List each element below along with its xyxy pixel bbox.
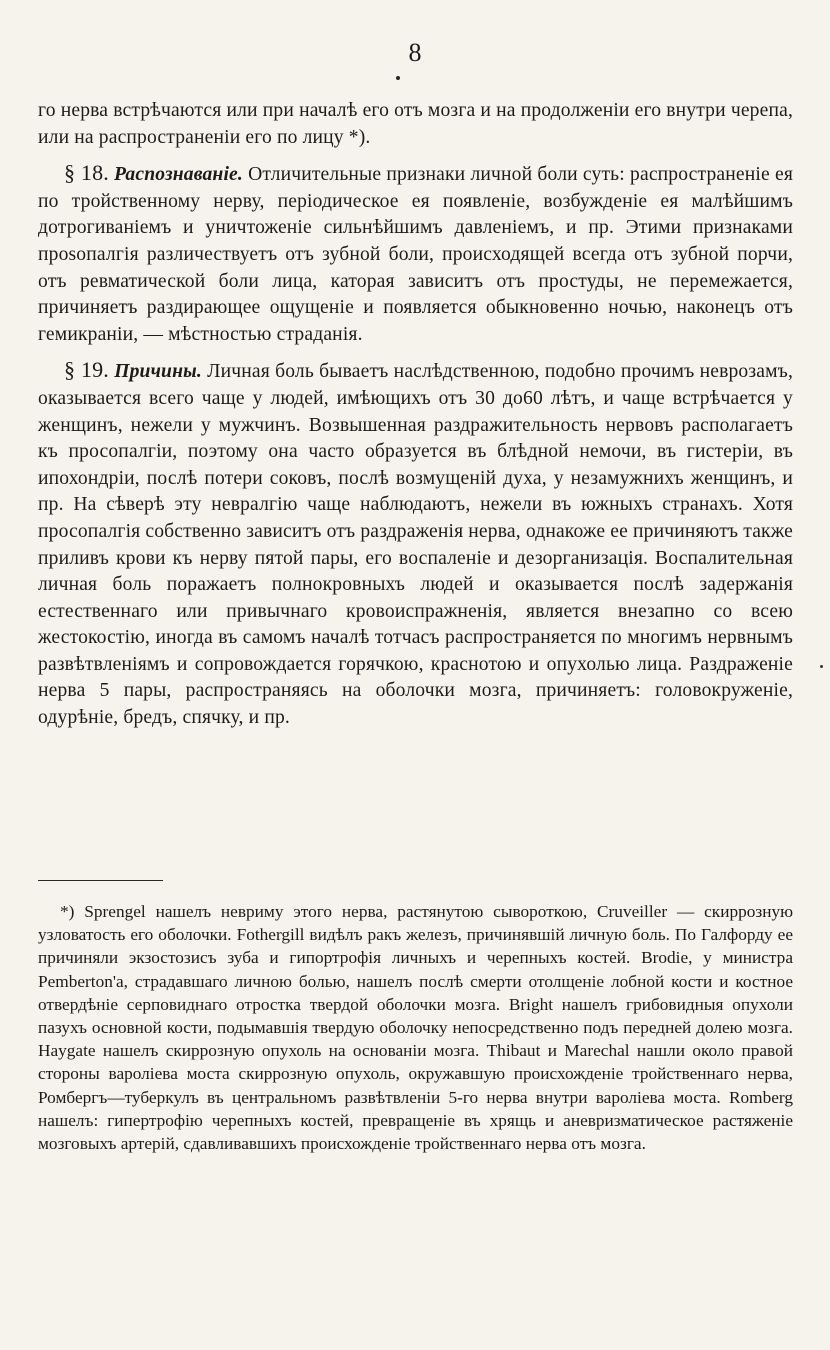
main-text	[38, 98, 793, 732]
paragraph-continuation: го нерва встрѣчаются или при началѣ его отъ мозга и на продолженіи его внутри черепа, или на распространеніи его по лицу *).	[38, 100, 793, 148]
section-title: Распознаваніе.	[114, 164, 243, 186]
section-text: Отличительные признаки личной боли суть: распространеніе ея по тройственному нерву, періодическое ея появленіе, возбужденіе ея малѣйшимъ дотрогиваніемъ и уничтоженіе сильнѣйшимъ давленіемъ, и пр. Этими признаками прosопалгія различествуетъ отъ зубной боли, происходящей всегда отъ зубной порчи, отъ ревматической боли лица, каторая зависитъ отъ простуды, не перемежается, причиняетъ раздирающее ощущеніе и появляется обыкновенно ночью, наконецъ отъ гемикраніи, — мѣстностью страданія.	[38, 164, 794, 345]
paragraph-section-19	[38, 357, 793, 731]
section-number: § 18.	[64, 160, 109, 186]
section-number: § 19.	[64, 357, 109, 383]
ink-spot	[820, 665, 823, 668]
page-number: 8	[408, 38, 422, 67]
ink-dot	[396, 76, 400, 80]
paragraph-section-18	[38, 160, 793, 348]
section-title: Причины.	[114, 361, 202, 383]
footnote: *) Sprengel нашелъ невриму этого нерва, растянутою сывороткою, Cruveiller — скиррозную узловатость его оболочки. Fothergill видѣлъ ракъ железъ, причинявшій личную боль. По Галфорду ее причиняли экзостозисъ зуба и гипортрофія личныхъ и черепныхъ костей. Brodie, у министра Pemberton'a, страдавшаго личною болью, нашелъ послѣ смерти отолщеніе лобной кости и костное отвердѣніе серповиднаго отростка твердой оболочки мозга. Bright нашелъ грибовидныя опухоли пазухъ основной кости, подымавшія твердую оболочку непосредственно подъ передней долею мозга. Haygate нашелъ скиррозную опухоль на основаніи мозга. Thibaut и Marechal нашли около правой стороны вароліева моста скиррозную опухоль, окружавшую происхожденіе тройственнаго нерва, Ромбергъ—туберкулъ въ центральномъ развѣтвленіи 5-го нерва внутри вароліева моста. Romberg нашелъ: гипертрофію черепныхъ костей, превращеніе въ хрящь и аневризматическое растяженіе мозговыхъ артерій, сдавливавшихъ происхожденіе тройственнаго нерва отъ мозга.	[38, 902, 793, 1154]
footnote-divider	[38, 880, 163, 881]
section-text: Личная боль бываетъ наслѣдственною, подобно прочимъ неврозамъ, оказывается всего чаще у людей, имѣющихъ отъ 30 до60 лѣтъ, и чаще встрѣчается у женщинъ, нежели у мужчинъ. Возвышенная раздражительность нервовъ располагаетъ къ просопалгіи, поэтому она часто образуется въ блѣдной немочи, въ гистеріи, въ ипохондріи, послѣ потери соковъ, послѣ возмущеній духа, у незамужнихъ женщинъ, и пр. На сѣверѣ эту невралгію чаще наблюдаютъ, нежели въ южныхъ странахъ. Хотя просопалгія собственно зависитъ отъ раздраженія нерва, однакоже ее причиняютъ также приливъ крови къ нерву пятой пары, его воспаленіе и дезорганизація. Воспалительная личная боль поражаетъ полнокровныхъ людей и оказывается послѣ задержанія естественнаго или привычнаго кровоиспражненія, является внезапно со всею жестокостію, иногда въ самомъ началѣ тотчасъ распространяется по многимъ нервнымъ развѣтвленіямъ и сопровождается горячкою, краснотою и опухолью лица. Раздраженіе нерва 5 пары, распространяясь на оболочки мозга, причиняетъ: головокруженіе, одурѣніе, бредъ, спячку, и пр.	[38, 361, 793, 729]
